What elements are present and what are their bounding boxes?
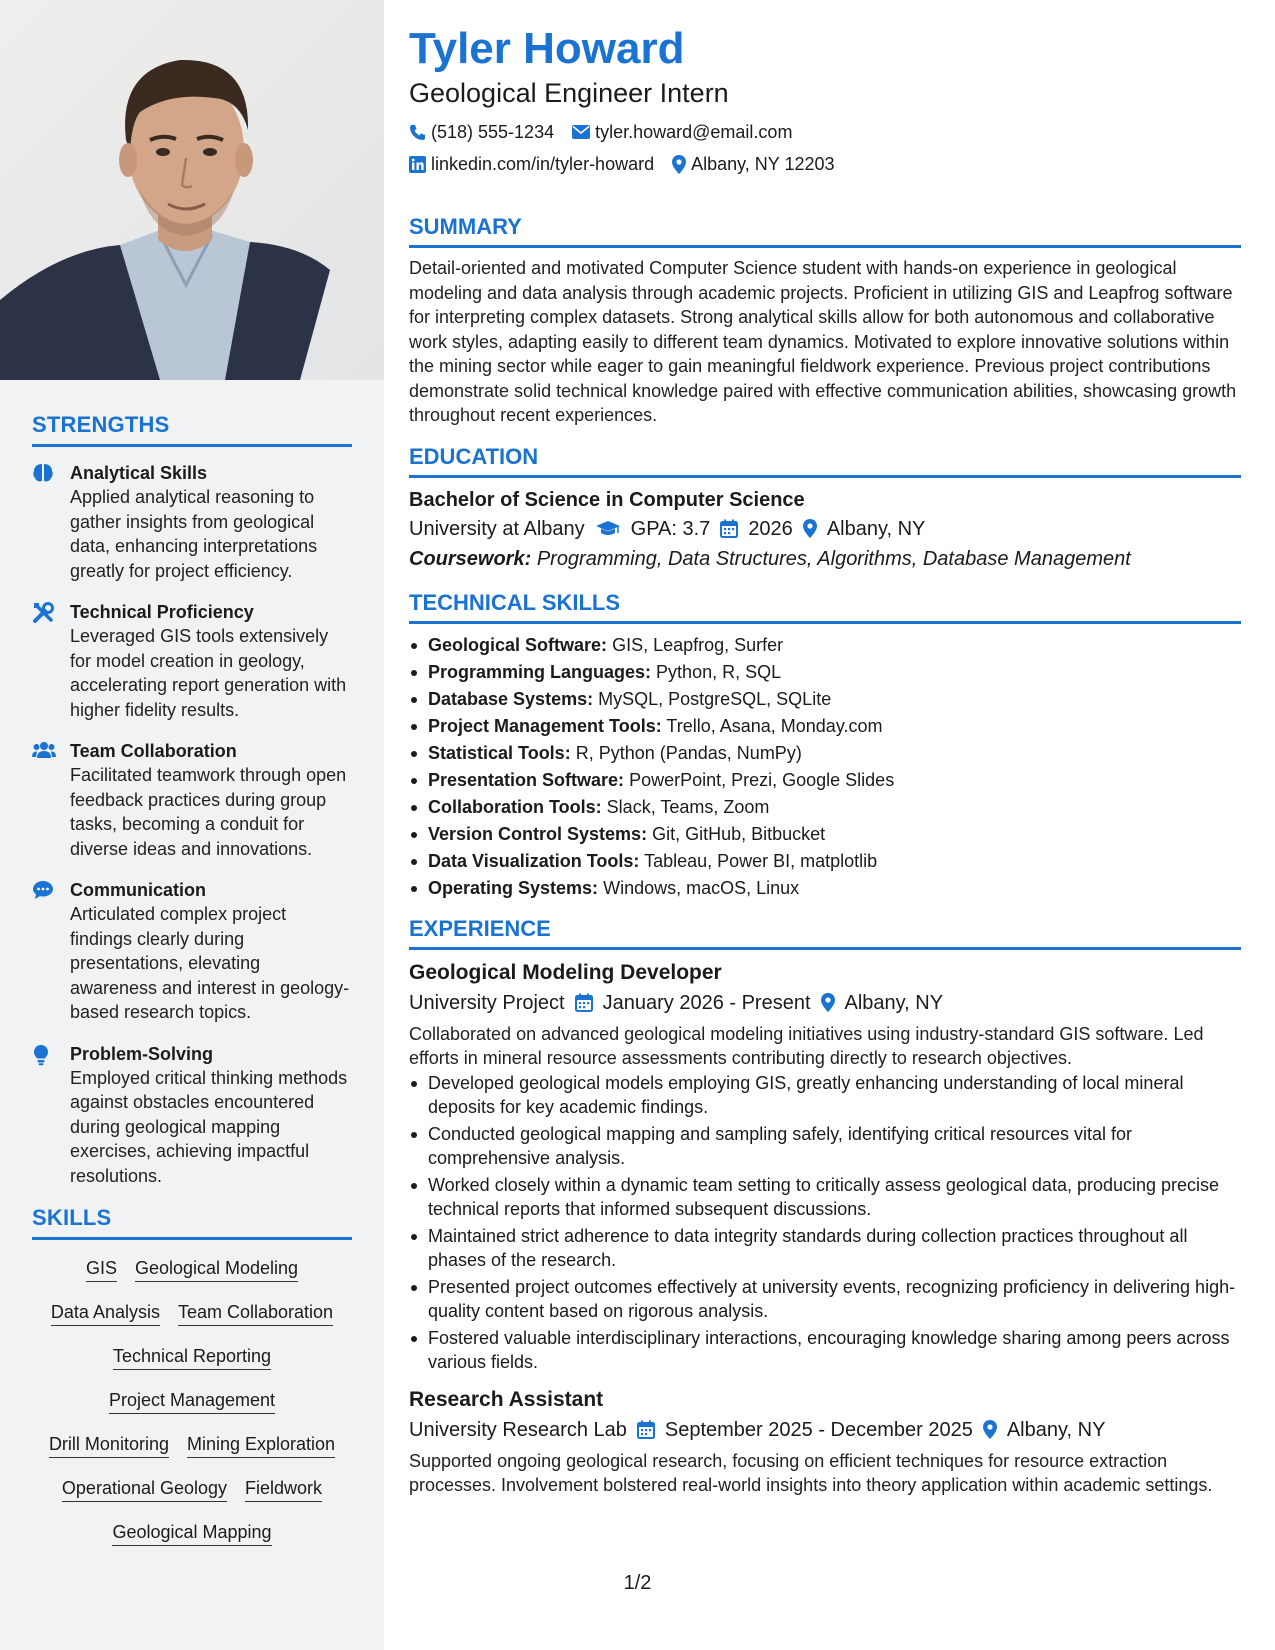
candidate-name: Tyler Howard [409,24,685,73]
skills-list [32,1256,352,1546]
job-meta [409,1415,1241,1445]
chat-bubble-icon [32,878,70,1025]
skill-tag: Technical Reporting [113,1344,271,1370]
email-contact[interactable] [572,122,792,143]
strength-title: Team Collaboration [70,741,237,761]
calendar-icon [720,519,738,538]
coursework-list: Programming, Data Structures, Algorithms, Database Management [536,547,1131,570]
job-title: Geological Modeling Developer [409,960,722,984]
strength-description: Leveraged GIS tools extensively for model creation in geology, accelerating report generation with higher fidelity results. [70,626,347,720]
skill-tag: GIS [86,1256,117,1282]
skill-tag: Data Analysis [51,1300,160,1326]
location-contact [672,154,834,175]
school-name: University at Albany [409,517,585,540]
summary-heading: SUMMARY [409,214,1241,248]
skill-tag: Drill Monitoring [49,1432,169,1458]
users-icon [32,739,70,861]
coursework-label: Coursework: [409,547,532,570]
technical-skills-heading: TECHNICAL SKILLS [409,590,1241,624]
list-item: Presented project outcomes effectively at university events, recognizing proficiency in delivering high-quality content based on rigorous analysis. [409,1275,1241,1324]
technical-skills-list [409,632,1241,902]
experience-heading: EXPERIENCE [409,916,1241,950]
strength-item [32,461,352,583]
email-address: tyler.howard@email.com [595,121,793,142]
lightbulb-icon [32,1042,70,1189]
strength-description: Articulated complex project findings clearly during presentations, elevating awareness and interest in geology-based research topics. [70,904,350,1022]
list-item: Fostered valuable interdisciplinary interactions, encouraging knowledge sharing among peers across various fields. [409,1326,1241,1375]
strength-title: Analytical Skills [70,463,208,483]
graduation-year: 2026 [748,517,793,540]
candidate-role: Geological Engineer Intern [409,78,729,108]
map-pin-icon [821,993,835,1012]
job-summary: Collaborated on advanced geological modeling initiatives using industry-standard GIS software. Led efforts in mineral resource assessments contributing directly to research objectives. [409,1023,1204,1068]
strength-description: Facilitated teamwork through open feedback practices during group tasks, becoming a conduit for diverse ideas and innovations. [70,765,347,859]
graduation-cap-icon [595,520,621,538]
strength-item [32,878,352,1025]
job-org: University Research Lab [409,1418,627,1441]
skill-tag: Geological Mapping [112,1520,271,1546]
job-dates: January 2026 - Present [602,991,811,1014]
gpa: GPA: 3.7 [630,517,711,540]
job-location: Albany, NY [1006,1418,1106,1441]
skills-heading: SKILLS [32,1205,352,1240]
map-pin-icon [983,1420,997,1439]
strength-description: Employed critical thinking methods against obstacles encountered during geological mapping exercises, achieving impactful resolutions. [70,1067,348,1186]
job-org: University Project [409,991,565,1014]
strength-description: Applied analytical reasoning to gather insights from geological data, enhancing interpretations greatly for project efficiency. [70,487,318,581]
skill-tag: Project Management [109,1388,275,1414]
envelope-icon [572,125,590,139]
skill-tag: Mining Exploration [187,1432,335,1458]
map-pin-icon [803,519,817,538]
phone-icon [409,124,426,141]
tools-icon [32,600,70,722]
page-number: 1/2 [623,1572,652,1594]
list-item: Presentation Software: PowerPoint, Prezi, Google Slides [409,767,1241,794]
list-item: Conducted geological mapping and sampling safely, identifying critical resources vital for comprehensive analysis. [409,1122,1241,1171]
list-item: Version Control Systems: Git, GitHub, Bitbucket [409,821,1241,848]
coursework [409,544,1241,574]
sidebar [0,0,384,1650]
strength-item [32,739,352,861]
contact-info [409,116,1241,180]
technical-skills-section [409,590,1241,902]
list-item: Collaboration Tools: Slack, Teams, Zoom [409,794,1241,821]
sidebar-content [32,412,352,1564]
skill-tag: Fieldwork [245,1476,322,1502]
job-dates: September 2025 - December 2025 [664,1418,973,1441]
list-item: Statistical Tools: R, Python (Pandas, NumPy) [409,740,1241,767]
strengths-heading: STRENGTHS [32,412,352,447]
job-summary: Supported ongoing geological research, focusing on efficient techniques for resource extraction processes. Involvement bolstered real-world insights into theory application within academic settings. [409,1450,1213,1495]
list-item: Database Systems: MySQL, PostgreSQL, SQLite [409,686,1241,713]
strength-item [32,600,352,722]
list-item: Data Visualization Tools: Tableau, Power BI, matplotlib [409,848,1241,875]
job-title: Research Assistant [409,1387,604,1411]
list-item: Worked closely within a dynamic team setting to critically assess geological data, producing precise technical reports that informed subsequent discussions. [409,1173,1241,1222]
job-location: Albany, NY [844,991,944,1014]
strength-item [32,1042,352,1189]
calendar-icon [637,1420,655,1439]
education-meta [409,514,1241,544]
skill-tag: Team Collaboration [178,1300,333,1326]
map-pin-icon [672,155,686,174]
phone-contact[interactable] [409,122,554,143]
location-text: Albany, NY 12203 [691,153,835,174]
list-item: Programming Languages: Python, R, SQL [409,659,1241,686]
skill-tag: Geological Modeling [135,1256,298,1282]
degree-title: Bachelor of Science in Computer Science [409,488,805,511]
list-item: Developed geological models employing GIS, greatly enhancing understanding of local mineral deposits for key academic findings. [409,1071,1241,1120]
job-entry [409,958,1241,1375]
list-item: Operating Systems: Windows, macOS, Linux [409,875,1241,902]
phone-number: (518) 555-1234 [431,121,555,142]
summary-section [409,214,1241,428]
strength-title: Communication [70,880,207,900]
job-bullets [409,1071,1241,1375]
summary-text: Detail-oriented and motivated Computer Science student with hands-on experience in geological modeling and data analysis through academic projects. Proficient in utilizing GIS and Leapfrog software for interpreting complex datasets. Strong analytical skills allow for both autonomous and collaborative work styles, adapting easily to different team dynamics. Motivated to explore innovative solutions within the mining sector while eager to gain meaningful fieldwork experience. Previous project contributions demonstrate solid technical knowledge paired with effective communication abilities, showcasing growth throughout recent experiences. [409,258,1237,425]
school-location: Albany, NY [826,517,926,540]
skill-tag: Operational Geology [62,1476,227,1502]
job-entry [409,1385,1241,1498]
linkedin-contact[interactable] [409,154,654,175]
calendar-icon [575,993,593,1012]
job-meta [409,988,1241,1018]
experience-section [409,916,1241,1498]
strength-title: Technical Proficiency [70,602,254,622]
main-content [409,22,1241,1498]
list-item: Geological Software: GIS, Leapfrog, Surfer [409,632,1241,659]
profile-photo [0,0,384,380]
strength-title: Problem-Solving [70,1043,214,1064]
brain-icon [32,461,70,583]
education-heading: EDUCATION [409,444,1241,478]
linkedin-icon [409,156,426,173]
linkedin-url: linkedin.com/in/tyler-howard [431,153,655,174]
list-item: Project Management Tools: Trello, Asana, Monday.com [409,713,1241,740]
list-item: Maintained strict adherence to data integrity standards during collection practices throughout all phases of the research. [409,1224,1241,1273]
education-section [409,444,1241,574]
